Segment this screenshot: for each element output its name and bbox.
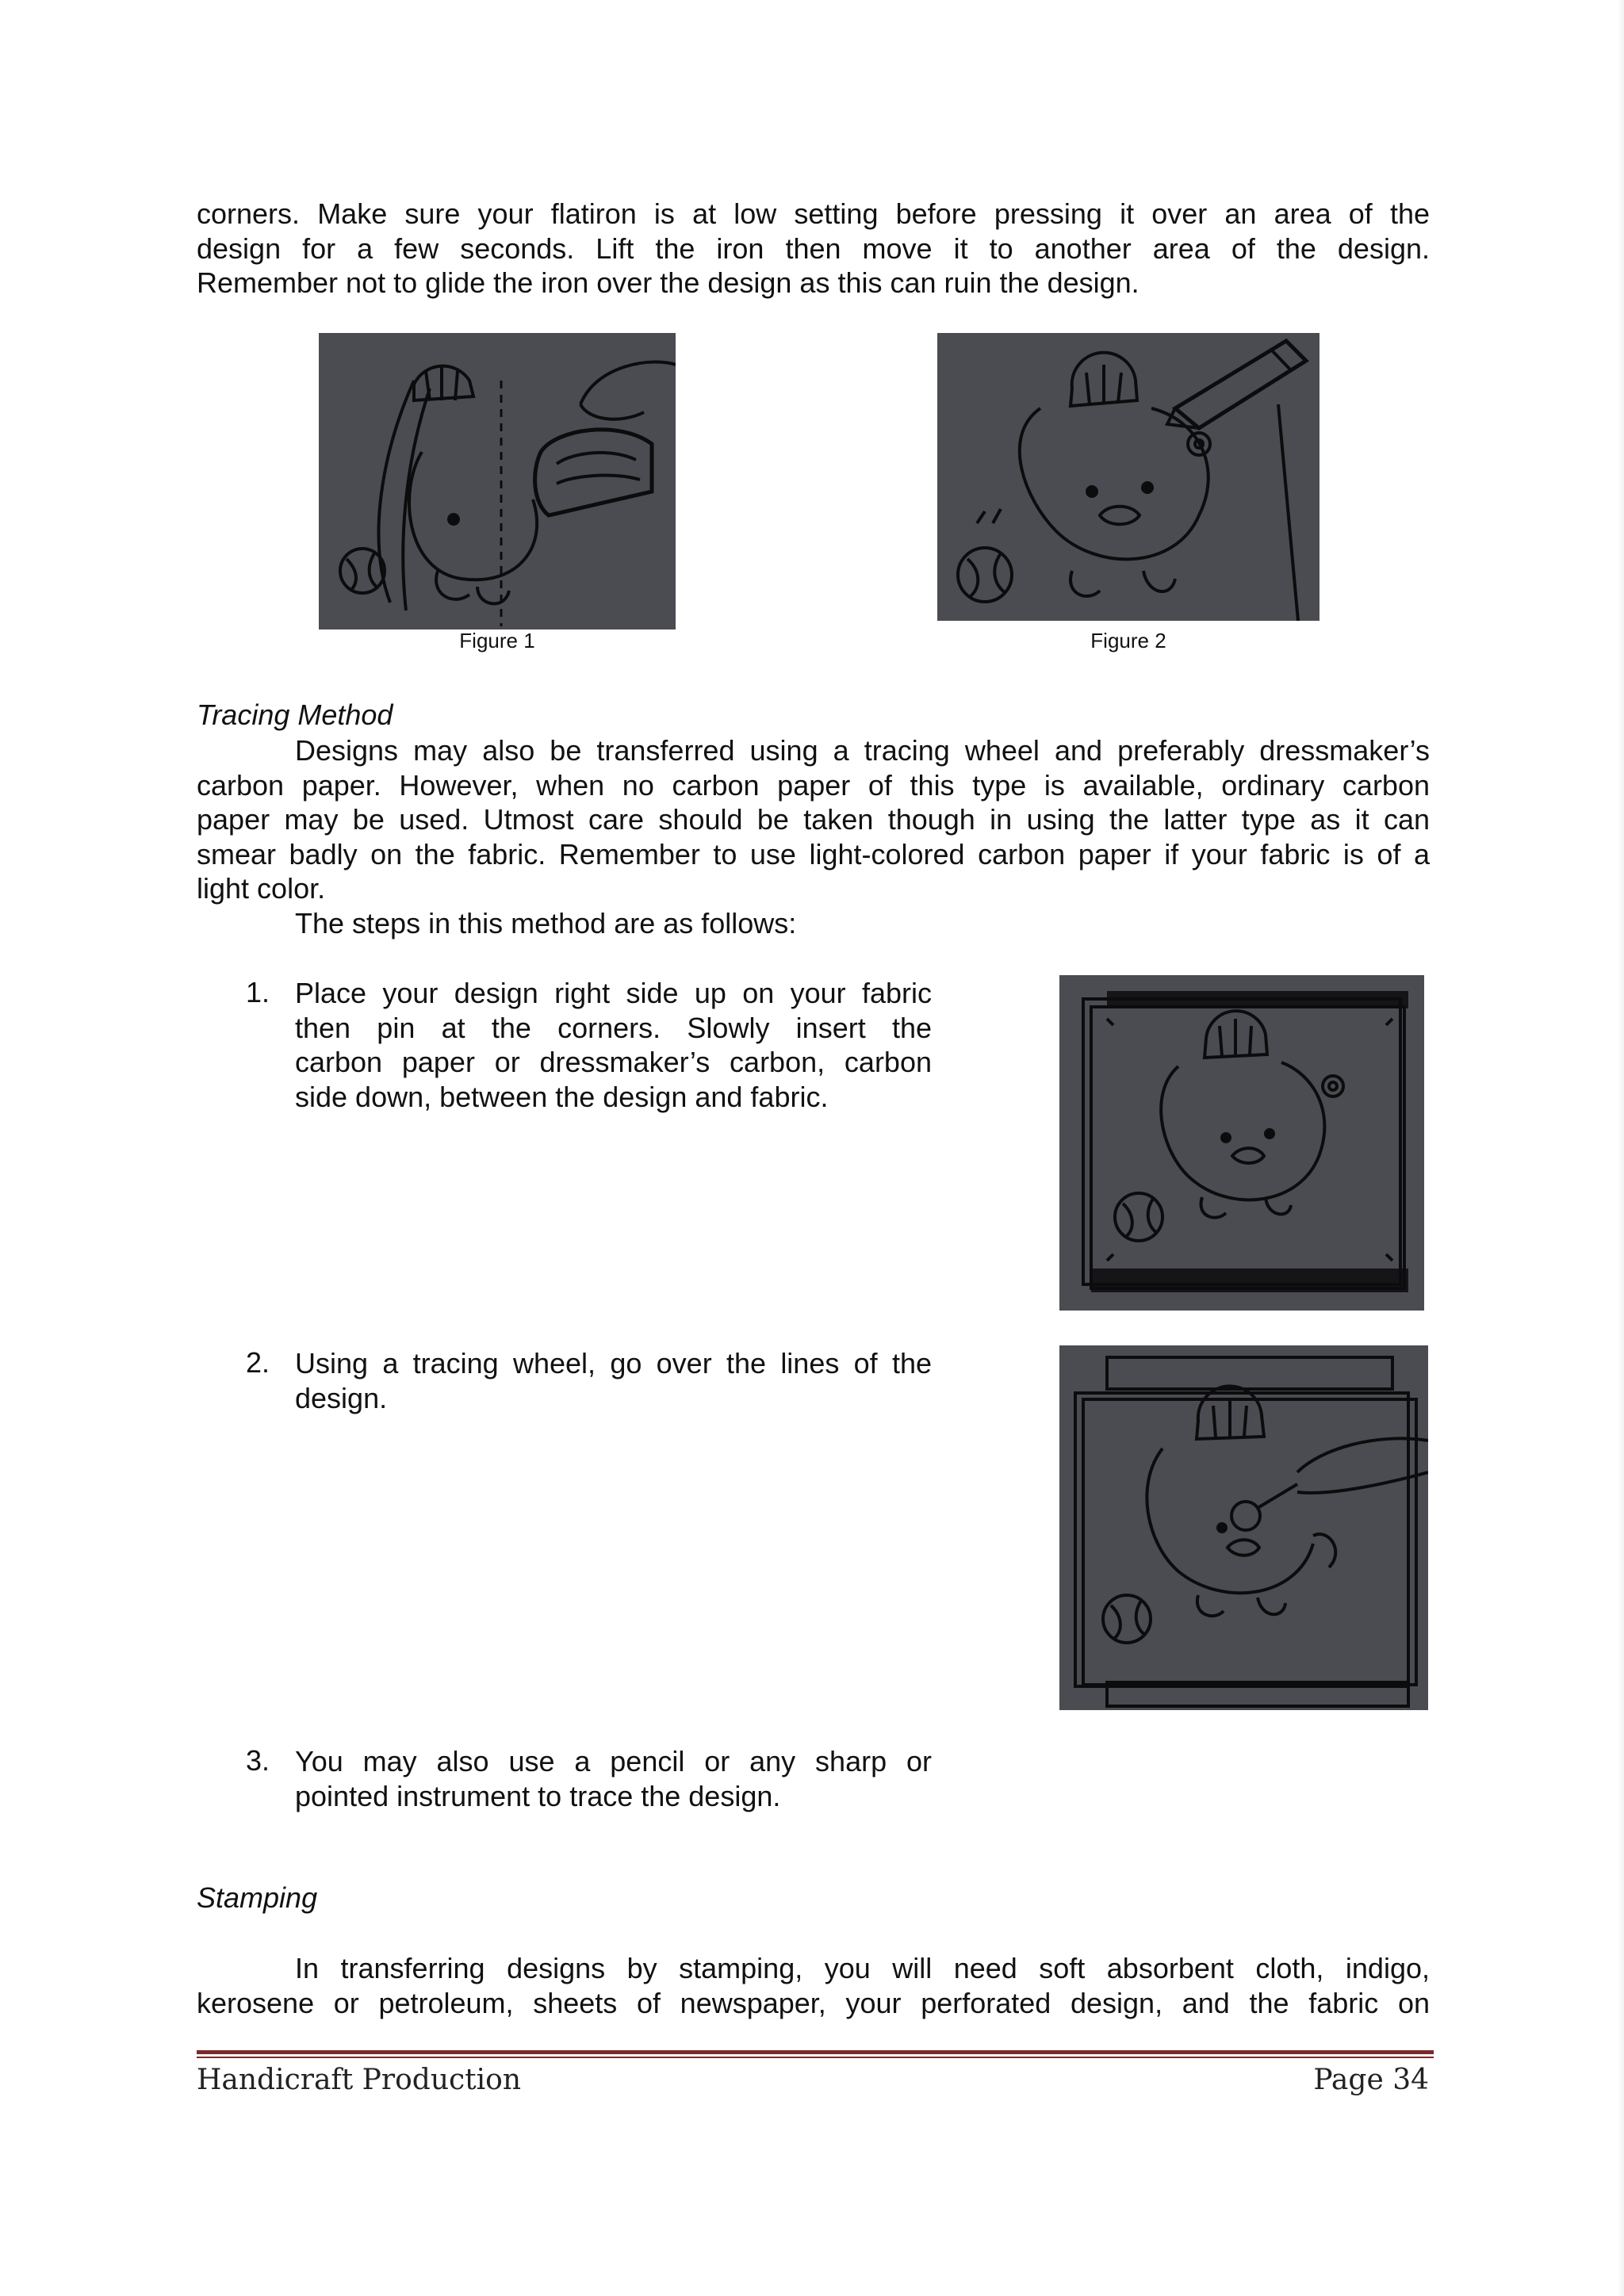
step-2-image <box>1059 1345 1428 1710</box>
step-line: then pin at the corners. Slowly insert the <box>295 1011 932 1044</box>
footer-rule-thin <box>197 2057 1434 2058</box>
intro-paragraph <box>197 197 1430 300</box>
intro-line: corners. Make sure your flatiron is at low setting before pressing it over an area of the <box>197 197 1430 230</box>
step-line: side down, between the design and fabric. <box>295 1080 829 1113</box>
tracing-wheel-illustration <box>1059 1345 1428 1710</box>
step-2-text <box>295 1346 932 1415</box>
tracing-method-heading: Tracing Method <box>197 698 393 731</box>
figure-1-image <box>319 333 676 629</box>
intro-line: Remember not to glide the iron over the design as this can ruin the design. <box>197 266 1139 299</box>
page-number: Page 34 <box>1313 2064 1429 2096</box>
page-edge <box>1618 0 1624 2296</box>
figure-2-image <box>937 333 1320 621</box>
step-line: pointed instrument to trace the design. <box>295 1779 781 1812</box>
tracing-paragraph <box>197 733 1430 940</box>
tracing-line: smear badly on the fabric. Remember to use light-colored carbon paper if your fabric is of a <box>197 837 1430 871</box>
step-2-number: 2. <box>246 1346 270 1379</box>
figure-2-caption: Figure 2 <box>1090 629 1166 652</box>
intro-line: design for a few seconds. Lift the iron then move it to another area of the design. <box>197 232 1430 265</box>
pencil-tracing-illustration <box>937 333 1320 621</box>
steps-intro: The steps in this method are as follows: <box>295 906 797 939</box>
step-line: You may also use a pencil or any sharp or <box>295 1745 932 1777</box>
step-1-number: 1. <box>246 976 270 1008</box>
step-1-text <box>295 976 932 1114</box>
stamping-line: kerosene or petroleum, sheets of newspaper, your perforated design, and the fabric on <box>197 1986 1430 2019</box>
step-3-number: 3. <box>246 1744 270 1777</box>
step-3-text <box>295 1744 932 1813</box>
step-line: design. <box>295 1381 388 1414</box>
step-line: Place your design right side up on your fabric <box>295 977 932 1009</box>
stamping-paragraph <box>197 1951 1430 2020</box>
tracing-line: paper may be used. Utmost care should be taken though in using the latter type as it can <box>197 803 1430 836</box>
tracing-line: Designs may also be transferred using a tracing wheel and preferably dressmaker’s <box>295 734 1430 767</box>
figure-1-caption: Figure 1 <box>459 629 535 652</box>
tracing-line: carbon paper. However, when no carbon paper of this type is available, ordinary carbon <box>197 768 1430 802</box>
tracing-line: light color. <box>197 872 326 905</box>
step-1-image <box>1059 975 1424 1311</box>
footer-title: Handicraft Production <box>197 2064 522 2096</box>
carbon-paper-illustration <box>1059 975 1424 1311</box>
step-line: Using a tracing wheel, go over the lines of the <box>295 1347 932 1380</box>
footer-rule <box>197 2050 1434 2054</box>
step-line: carbon paper or dressmaker’s carbon, carbon <box>295 1046 932 1078</box>
stamping-heading: Stamping <box>197 1881 318 1914</box>
ironing-illustration <box>319 333 676 629</box>
stamping-line: In transferring designs by stamping, you will need soft absorbent cloth, indigo, <box>295 1952 1430 1984</box>
